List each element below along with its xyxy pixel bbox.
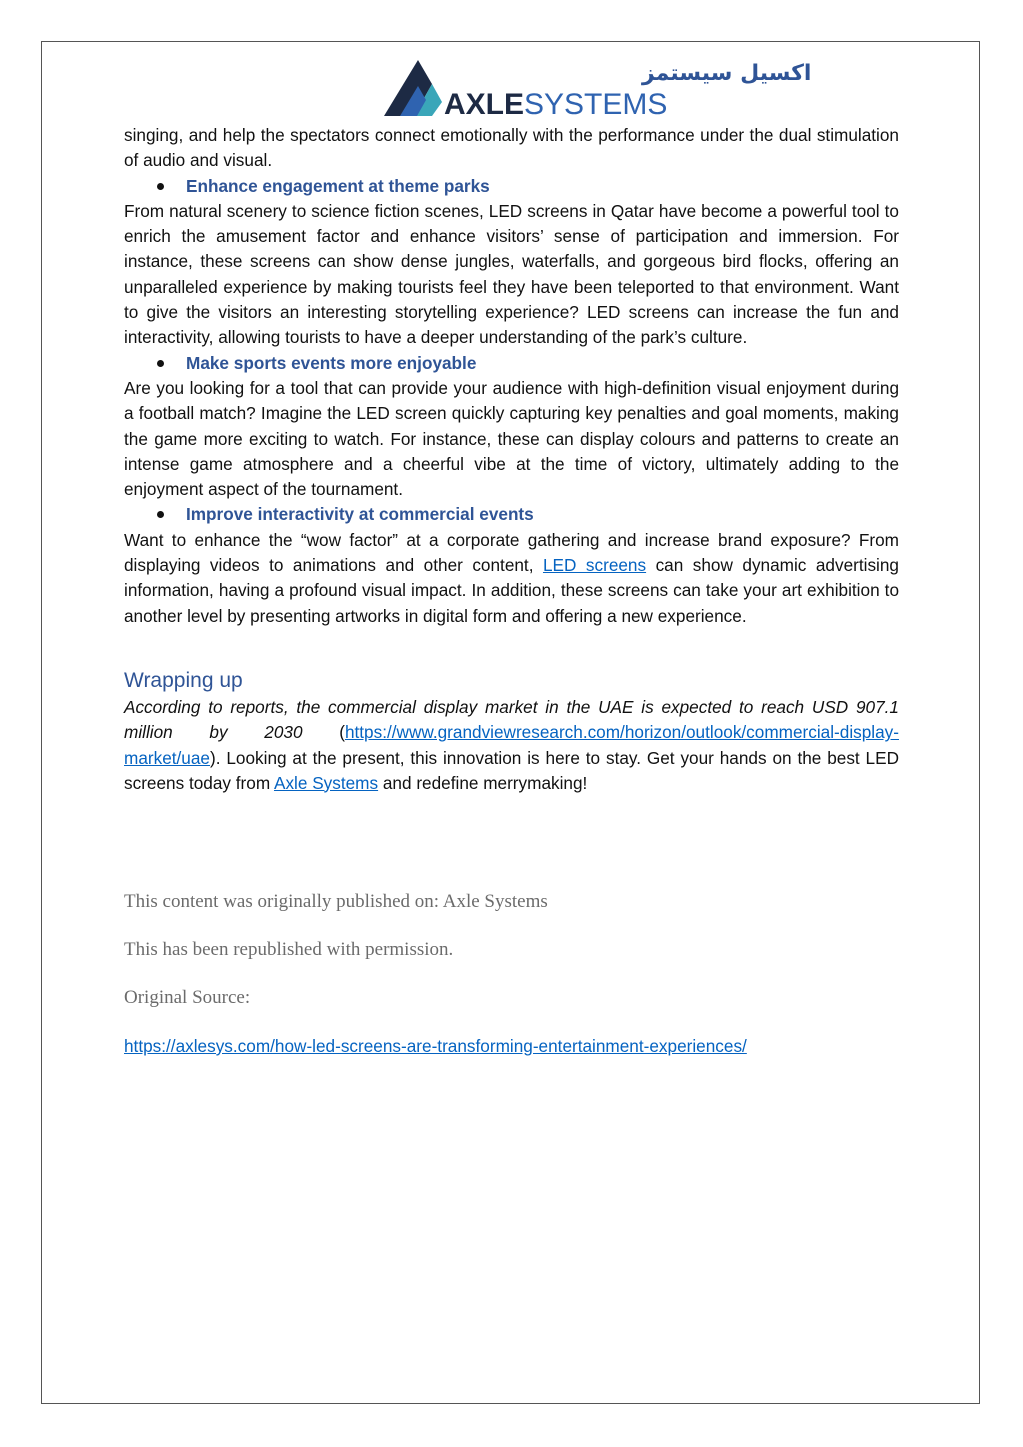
theme-parks-paragraph: From natural scenery to science fiction scenes, LED screens in Qatar have become a powerful tool to enrich the amusement factor and enhance visitors’ sense of participation and immersion. For instance, these screens can show dense jungles, waterfalls, and gorgeous bird flocks, offering an unparalleled experience by making tourists feel they have been teleported to that environment. Want to give the visitors an interesting storytelling experience? LED screens can increase the fun and interactivity, allowing tourists to have a deeper understanding of the park’s culture. [124,200,899,348]
section-heading-sports [124,351,899,376]
original-source-link[interactable]: https://axlesys.com/how-led-screens-are-transforming-entertainment-experiences/ [124,1036,747,1056]
logo-brand-light: SYSTEMS [524,88,668,121]
wrap-end-text: and redefine merrymaking! [378,772,588,793]
logo-brand-bold: AXLE [444,88,525,121]
wrap-open-paren: ( [302,722,345,743]
original-source-label: Original Source: [124,987,251,1008]
section-heading-text: Improve interactivity at commercial events [186,504,534,525]
bullet-icon [157,183,164,190]
axle-systems-link[interactable]: Axle Systems [273,772,379,793]
wrapping-up-paragraph [124,695,899,796]
section-heading-commercial [124,502,899,527]
article-body [124,123,899,796]
wrap-italic-text: According to reports, the commercial display market in the UAE is expected to reach USD 907.1 million by 2030 [124,696,899,743]
section-heading-text: Enhance engagement at theme parks [186,175,490,196]
sports-paragraph: Are you looking for a tool that can provide your audience with high-definition visual enjoyment during a football match? Imagine the LED screen quickly capturing key penalties and goal moments, making the game more exciting to watch. For instance, these can display colours and patterns to create an intense game atmosphere and a cheerful vibe at the time of victory, ultimately adding to the enjoyment aspect of the tournament. [124,377,899,500]
grandviewresearch-link[interactable]: https://www.grandviewresearch.com/horizon/outlook/commercial-display-market/uae [124,722,899,768]
axle-systems-logo [384,58,812,121]
section-heading-theme-parks [124,174,899,199]
led-screens-link[interactable]: LED screens [542,555,647,576]
logo-arabic-text: اكسيل سيستمز [642,61,812,86]
wrap-mid-text: ). Looking at the present, this innovation is here to stay. Get your hands on the best LED screens today from [124,747,899,793]
section-heading-text: Make sports events more enjoyable [186,352,477,373]
logo-wordmark [444,88,667,121]
published-note: This content was originally published on: Axle Systems [124,891,548,912]
permission-note: This has been republished with permission. [124,939,454,960]
bullet-icon [157,511,164,518]
intro-paragraph: singing, and help the spectators connect emotionally with the performance under the dual stimulation of audio and visual. [124,125,899,171]
wrapping-up-heading: Wrapping up [124,668,243,692]
commercial-text-before: Want to enhance the “wow factor” at a corporate gathering and increase brand exposure? From displaying videos to animations and other content, [124,529,899,576]
commercial-text-after: can show dynamic advertising information, having a profound visual impact. In addition, these screens can take your art exhibition to another level by presenting artworks in digital form and offering a new experience. [124,555,899,626]
bullet-icon [157,360,164,367]
commercial-paragraph [124,528,899,629]
